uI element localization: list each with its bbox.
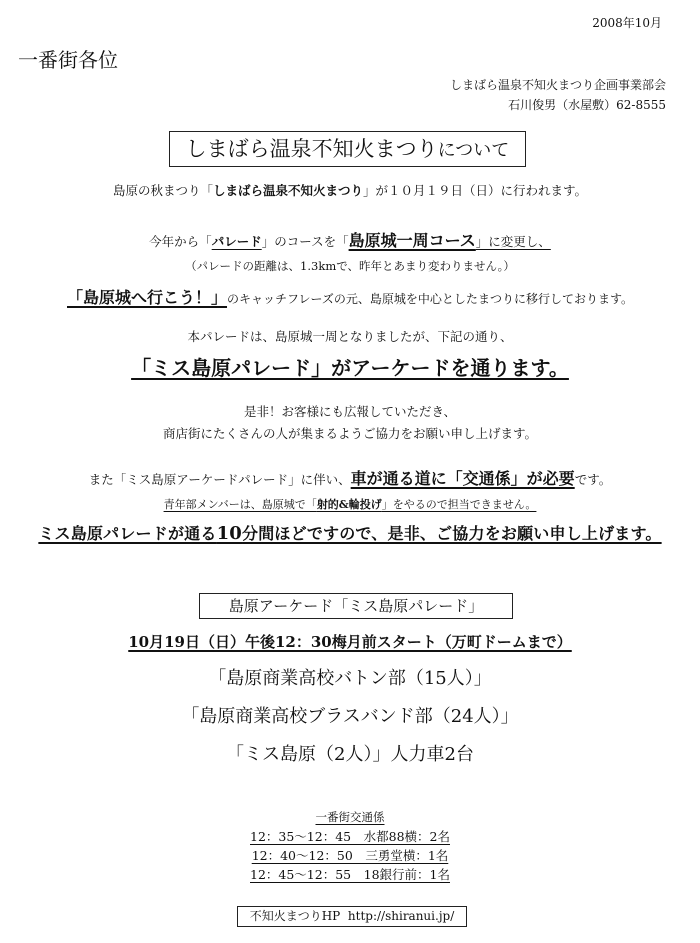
group-brass-band: 「島原商業高校ブラスバンド部（24人）」: [181, 706, 519, 727]
request-line-2: 商店街にたくさんの人が集まるようご協力をお願い申し上げます。: [162, 426, 537, 441]
title-main: しまばら温泉不知火まつり: [185, 137, 438, 161]
catchphrase-text: のキャッチフレーズの元、島原城を中心としたまつりに移行しております。: [227, 292, 633, 306]
traffic-heading: 一番街交通係: [315, 810, 385, 824]
parade-note: 本パレードは、島原城一周となりましたが、下記の通り、: [187, 329, 513, 344]
course-text-e: 」に変更し、: [475, 234, 551, 249]
contact-person: 石川俊男（水屋敷）62-8555: [508, 98, 666, 112]
traffic-row: 12：40～12：50 三勇堂横：1名: [251, 848, 449, 863]
parade-word: パレード: [211, 234, 262, 249]
course-name: 島原城一周コース: [348, 231, 476, 250]
distance-note: （パレードの距離は、1.3kmで、昨年とあまり変わりません。）: [185, 259, 515, 273]
youth-text-c: 」をやるので担当できません。: [381, 498, 537, 511]
document-title: [169, 131, 526, 167]
document-date: 2008年10月: [592, 16, 662, 30]
hp-label: 不知火まつりHP: [249, 909, 341, 923]
recipients: 一番街各位: [18, 48, 118, 72]
course-text-a: 今年から「: [149, 234, 212, 249]
traffic-need-line: [0, 466, 700, 489]
parade-start-time: 10月19日（日）午後12：30梅月前スタート（万町ドームまで）: [128, 633, 572, 651]
intro-text-a: 島原の秋まつり「: [112, 183, 213, 198]
course-change-line: [0, 228, 700, 251]
request-line-1: 是非！お客様にも広報していただき、: [243, 404, 456, 419]
hp-url: http://shiranui.jp/: [347, 909, 455, 923]
festival-homepage: [237, 906, 467, 927]
group-miss-shimabara: 「ミス島原（2人）」人力車2台: [226, 744, 474, 765]
youth-note: [0, 496, 700, 512]
course-text-c: 」のコースを「: [261, 234, 349, 249]
traffic-row: 12：45～12：55 18銀行前：1名: [250, 867, 450, 882]
coop-text-a: ミス島原パレードが通る: [38, 524, 217, 543]
arcade-headline: 「ミス島原パレード」がアーケードを通ります。: [131, 356, 569, 380]
traffic-row: 12：35～12：45 水都88横：2名: [250, 829, 450, 844]
group-baton: 「島原商業高校バトン部（15人）」: [208, 668, 492, 689]
youth-text-a: 青年部メンバーは、島原城で「: [163, 498, 317, 511]
game-booth: 射的&輪投げ: [316, 498, 382, 511]
festival-name: しまばら温泉不知火まつり: [212, 183, 363, 198]
traffic-text-c: です。: [574, 472, 612, 487]
traffic-need: 車が通る道に「交通係」が必要: [350, 469, 575, 488]
catchphrase-line: [0, 285, 700, 308]
coop-minutes: 10: [216, 523, 243, 544]
intro-line: [0, 181, 700, 199]
organization: しまばら温泉不知火まつり企画事業部会: [449, 78, 666, 92]
parade-section-title: 島原アーケード「ミス島原パレード」: [199, 593, 513, 619]
cooperation-request: [0, 521, 700, 544]
catchphrase: 「島原城へ行こう！」: [67, 288, 228, 307]
traffic-text-a: また「ミス島原アーケードパレード」に伴い、: [88, 472, 351, 487]
coop-text-c: 分間ほどですので、是非、ご協力をお願い申し上げます。: [242, 524, 662, 543]
title-tail: について: [437, 140, 510, 161]
intro-text-c: 」が１０月１９日（日）に行われます。: [363, 183, 588, 198]
